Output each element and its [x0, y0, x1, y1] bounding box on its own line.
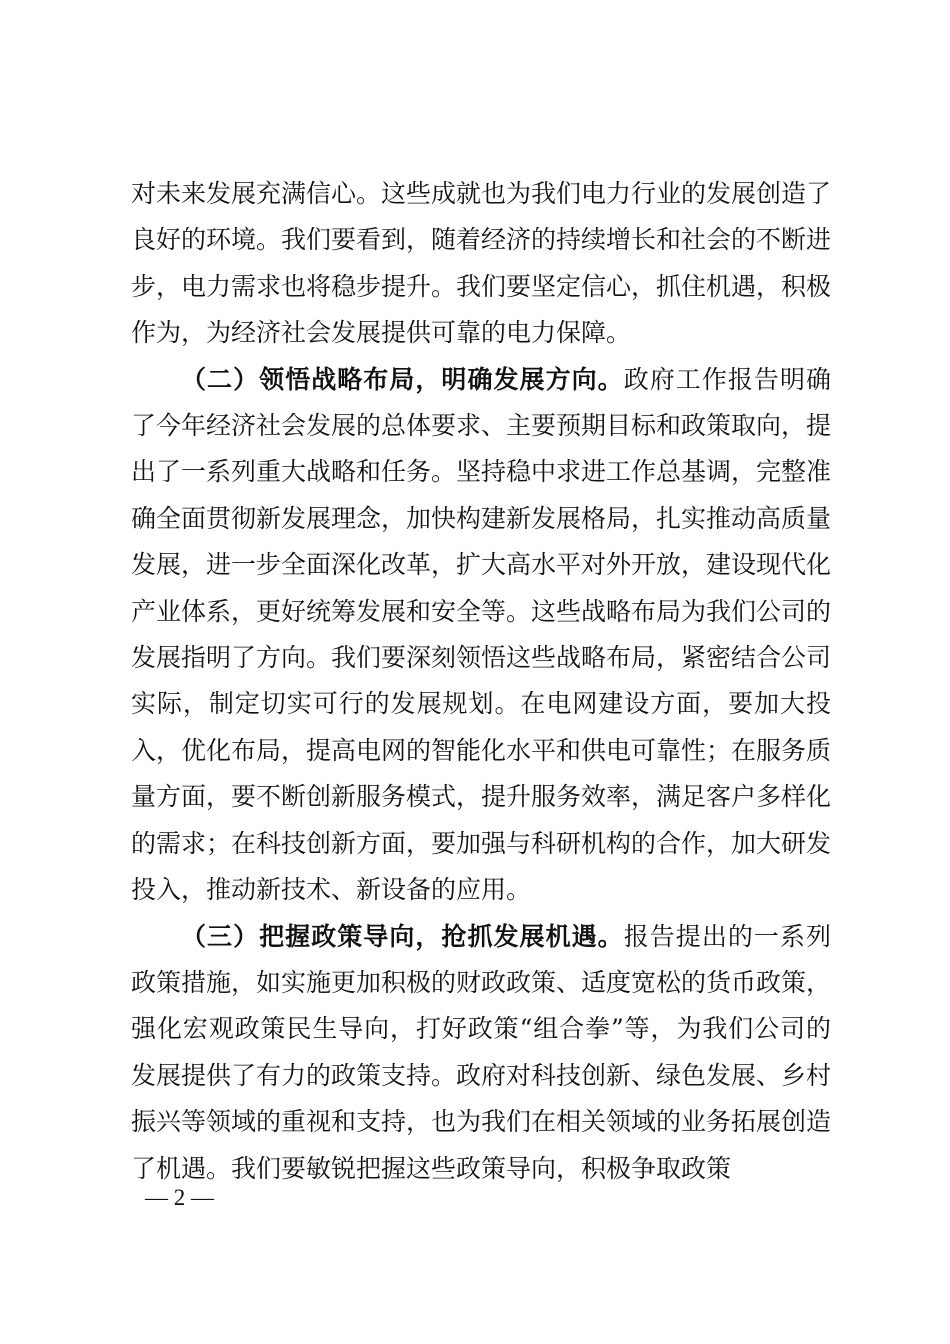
- paragraph-section-2: [131, 357, 831, 914]
- paragraph-section-3: [131, 914, 831, 1192]
- section-heading-3: （三）把握政策导向，抢抓发展机遇。: [181, 921, 624, 951]
- paragraph-text: 政府工作报告明确了今年经济社会发展的总体要求、主要预期目标和政策取向，提出了一系列重大战略和任务。坚持稳中求进工作总基调，完整准确全面贯彻新发展理念，加快构建新发展格局，扎实推动高质量发展，进一步全面深化改革，扩大高水平对外开放，建设现代化产业体系，更好统筹发展和安全等。这些战略布局为我们公司的发展指明了方向。我们要深刻领悟这些战略布局，紧密结合公司实际，制定切实可行的发展规划。在电网建设方面，要加大投入，优化布局，提高电网的智能化水平和供电可靠性；在服务质量方面，要不断创新服务模式，提升服务效率，满足客户多样化的需求；在科技创新方面，要加强与科研机构的合作，加大研发投入，推动新技术、新设备的应用。: [131, 364, 832, 905]
- page-number: — 2 —: [145, 1185, 214, 1210]
- section-heading-2: （二）领悟战略布局，明确发展方向。: [181, 364, 624, 394]
- paragraph-text: 对未来发展充满信心。这些成就也为我们电力行业的发展创造了良好的环境。我们要看到，随着经济的持续增长和社会的不断进步，电力需求也将稳步提升。我们要坚定信心，抓住机遇，积极作为，为经济社会发展提供可靠的电力保障。: [131, 179, 832, 348]
- paragraph-text: 报告提出的一系列政策措施，如实施更加积极的财政政策、适度宽松的货币政策，强化宏观政策民生导向，打好政策“组合拳”等，为我们公司的发展提供了有力的政策支持。政府对科技创新、绿色发展、乡村振兴等领域的重视和支持，也为我们在相关领域的业务拓展创造了机遇。我们要敏锐把握这些政策导向，积极争取政策: [131, 921, 832, 1183]
- paragraph-continuation: [131, 171, 831, 357]
- document-body: [131, 171, 831, 1192]
